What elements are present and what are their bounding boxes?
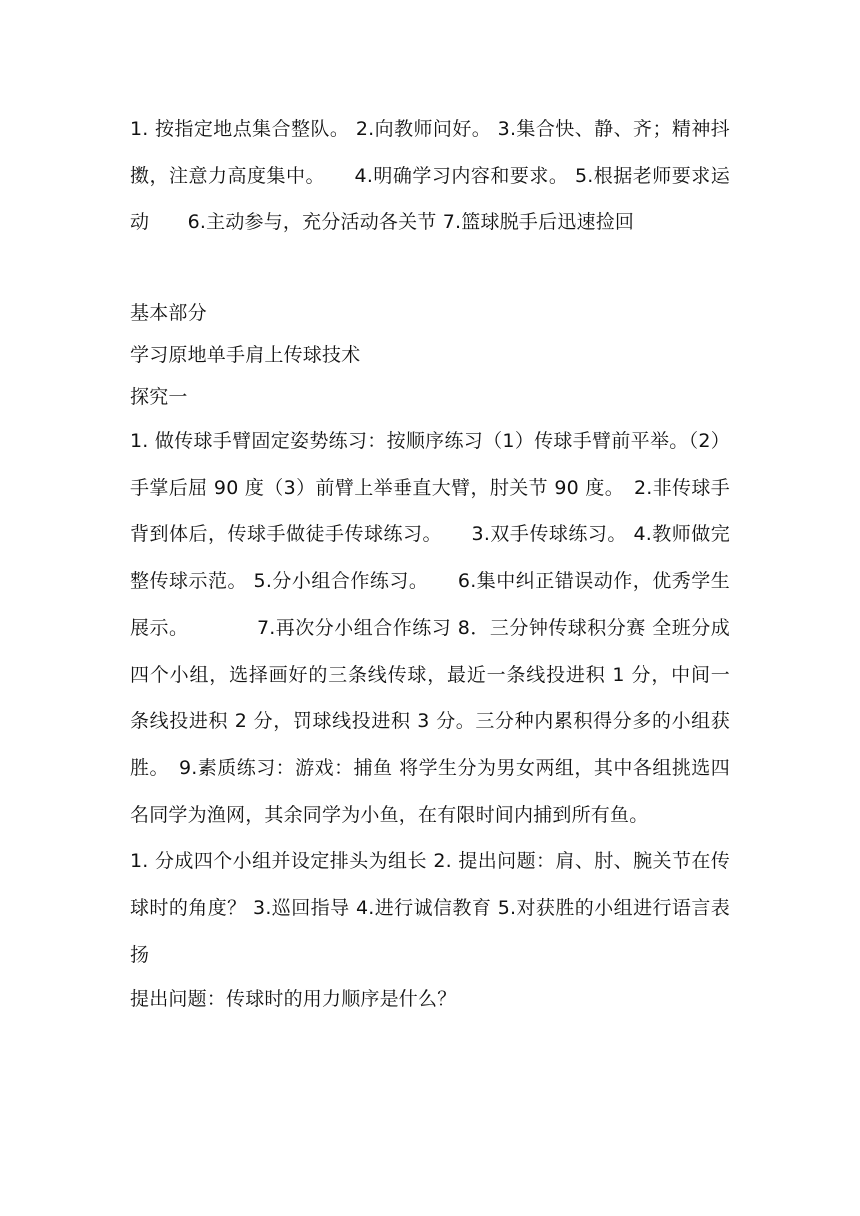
document-page (130, 106, 730, 1020)
intro-paragraph: 1. 按指定地点集合整队。 2.向教师问好。 3.集合快、静、齐；精神抖擞，注意力高度集中。 4.明确学习内容和要求。 5.根据老师要求运动 6.主动参与，充分活动各关节 7.篮球脱手后迅速捡回 (130, 118, 730, 233)
topic-heading: 学习原地单手肩上传球技术 (130, 344, 361, 366)
section-heading: 基本部分 (130, 302, 207, 324)
subheading: 探究一 (130, 386, 188, 408)
teacher-paragraph: 1. 分成四个小组并设定排头为组长 2. 提出问题：肩、肘、腕关节在传球时的角度？ 3.巡回指导 4.进行诚信教育 5.对获胜的小组进行语言表扬 (130, 850, 730, 966)
blank-line (130, 246, 730, 293)
practice-paragraph: 1. 做传球手臂固定姿势练习：按顺序练习（1）传球手臂前平举。（2）手掌后屈 90 度（3）前臂上举垂直大臂，肘关节 90 度。 2.非传球手背到体后，传球手做徒手传球练习。 3.双手传球练习。 4.教师做完整传球示范。 5.分小组合作练习。 6.集中纠正错误动作，优秀学生展示。 7.再次分小组合作练习 8．三分钟传球积分赛 全班分成四个小组，选择画好的三条线传球，最近一条线投进积 1 分，中间一条线投进积 2 分，罚球线投进积 3 分。三分种内累积得分多的小组获胜。 9.素质练习：游戏：捕鱼 将学生分为男女两组，其中各组挑选四名同学为渔网，其余同学为小鱼，在有限时间内捕到所有鱼。 (130, 430, 730, 826)
question-line: 提出问题：传球时的用力顺序是什么？ (130, 988, 457, 1011)
